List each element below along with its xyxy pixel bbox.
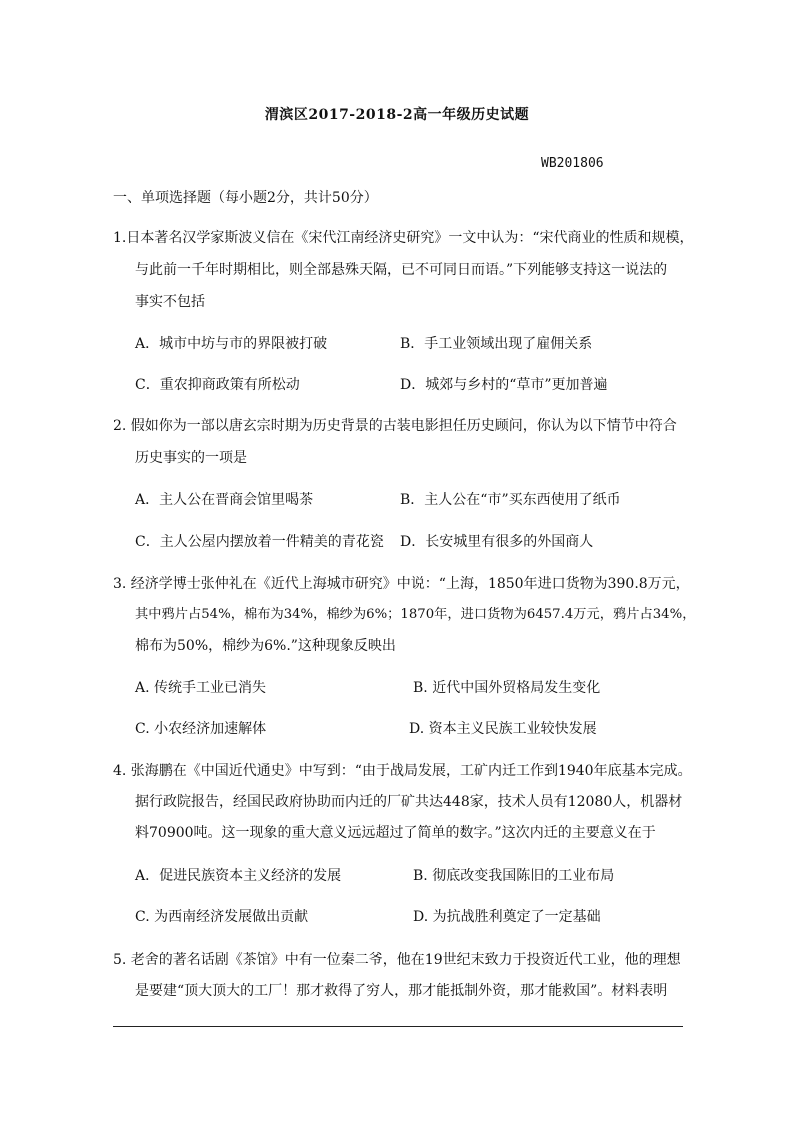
option-b: B. 近代中国外贸格局发生变化 — [413, 680, 601, 696]
section-heading: 一、单项选择题（每小题2分，共计50分） — [113, 190, 378, 206]
question-text-line: 是要建“顶大顶大的工厂！那才救得了穷人，那才能抵制外资，那才能救国”。材料表明 — [135, 983, 668, 999]
question-text-line: 2. 假如你为一部以唐玄宗时期为历史背景的古装电影担任历史顾问，你认为以下情节中符合 — [113, 418, 677, 434]
question-text-line: 其中鸦片占54%，棉布为34%，棉纱为6%；1870年，进口货物为6457.4万元，鸦片占34%， — [135, 607, 696, 622]
exam-title: 渭滨区2017-2018-2高一年级历史试题 — [264, 107, 530, 123]
option-d: D．长安城里有很多的外国商人 — [400, 534, 594, 550]
option-c: C. 小农经济加速解体 — [135, 721, 267, 737]
question-text-line: 1.日本著名汉学家斯波义信在《宋代江南经济史研究》一文中认为：“宋代商业的性质和规模， — [113, 230, 694, 246]
question-text-line: 棉布为50%，棉纱为6%.”这种现象反映出 — [135, 638, 396, 654]
question-text-line: 3. 经济学博士张仲礼在《近代上海城市研究》中说：“上海，1850年进口货物为390.8万元， — [113, 576, 690, 592]
question-text-line: 料70900吨。这一现象的重大意义远远超过了简单的数字。”这次内迁的主要意义在于 — [135, 825, 656, 841]
option-d: D．城郊与乡村的“草市”更加普遍 — [400, 377, 608, 393]
question-text-line: 5. 老舍的著名话剧《茶馆》中有一位秦二爷，他在19世纪末致力于投资近代工业，他的理想 — [113, 952, 681, 968]
question-text-line: 据行政院报告，经国民政府协助而内迁的厂矿共达448家，技术人员有12080人，机器材 — [135, 794, 683, 810]
option-b: B. 彻底改变我国陈旧的工业布局 — [413, 868, 615, 884]
question-text-line: 事实不包括 — [135, 294, 205, 310]
exam-code: WB201806 — [541, 156, 604, 171]
option-c: C. 为西南经济发展做出贡献 — [135, 909, 309, 925]
option-a: A．主人公在晋商会馆里喝茶 — [135, 492, 314, 508]
question-text-line: 历史事实的一项是 — [135, 450, 247, 466]
question-text-line: 与此前一千年时期相比，则全部悬殊天隔，已不可同日而语。”下列能够支持这一说法的 — [135, 262, 668, 278]
option-d: D. 为抗战胜利奠定了一定基础 — [413, 909, 601, 925]
option-a: A．城市中坊与市的界限被打破 — [135, 336, 328, 352]
option-c: C．重农抑商政策有所松动 — [135, 377, 300, 393]
option-b: B．主人公在“市”买东西使用了纸币 — [400, 492, 621, 508]
question-text-line: 4. 张海鹏在《中国近代通史》中写到：“由于战局发展，工矿内迁工作到1940年底基本完成。 — [113, 763, 692, 779]
option-b: B．手工业领域出现了雇佣关系 — [400, 336, 593, 352]
footer-rule — [113, 1026, 683, 1027]
option-d: D. 资本主义民族工业较快发展 — [409, 721, 597, 737]
option-c: C．主人公屋内摆放着一件精美的青花瓷 — [135, 534, 384, 550]
option-a: A．促进民族资本主义经济的发展 — [135, 868, 342, 884]
option-a: A. 传统手工业已消失 — [135, 680, 267, 696]
